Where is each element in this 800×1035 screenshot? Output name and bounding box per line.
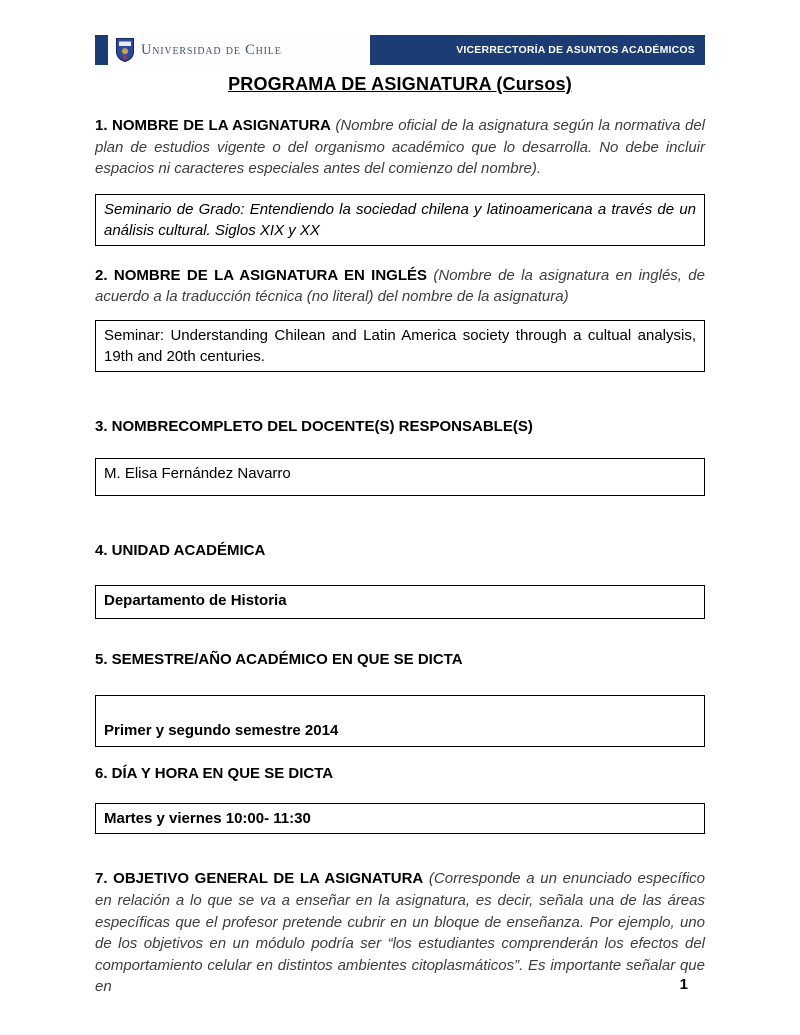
section-7-heading (95, 868, 705, 998)
section-6-value-box (95, 803, 705, 834)
section-1-description: (Nombre oficial de la asignatura según la normativa del plan de estudios vigente o del organismo académico que lo desarrolla. No debe incluir espacios ni caracteres especiales antes del comienzo del nombre). (95, 117, 705, 178)
section-5-value-box (95, 695, 705, 747)
section-1-title: 1. NOMBRE DE LA ASIGNATURA (95, 117, 331, 134)
section-3-heading (95, 416, 705, 438)
vicerrectoria-label: VICERRECTORÍA DE ASUNTOS ACADÉMICOS (456, 44, 695, 56)
section-6-heading (95, 763, 705, 785)
section-5-heading (95, 649, 705, 671)
university-name: Universidad de Chile (141, 41, 282, 58)
section-4-value: Departamento de Historia (104, 592, 287, 610)
section-6-value: Martes y viernes 10:00- 11:30 (104, 810, 311, 828)
section-2-value: Seminar: Understanding Chilean and Latin America society through a cultual analysis, 19th and 20th centuries. (104, 326, 696, 365)
section-1-heading (95, 115, 705, 180)
section-2-description: (Nombre de la asignatura en inglés, de acuerdo a la traducción técnica (no literal) del nombre de la asignatura) (95, 266, 705, 306)
document-title: PROGRAMA DE ASIGNATURA (Cursos) (228, 74, 572, 94)
section-1-value: Seminario de Grado: Entendiendo la sociedad chilena y latinoamericana a través de un análisis cultural. Siglos XIX y XX (104, 200, 696, 239)
section-1-value-box (95, 194, 705, 246)
section-7-title: 7. OBJETIVO GENERAL DE LA ASIGNATURA (95, 870, 424, 888)
section-3-title: 3. NOMBRECOMPLETO DEL DOCENTE(S) RESPONSABLE(S) (95, 417, 533, 435)
section-5-value: Primer y segundo semestre 2014 (104, 721, 339, 739)
header-bar (95, 35, 705, 65)
section-7-description: (Corresponde a un enunciado específico en relación a lo que se va a enseñar en la asignatura, es decir, señala una de las áreas específicas que el profesor pretende cubrir en un bloque de enseñanza. Por ejemplo, uno de los objetivos en un módulo podría ser “los estudiantes comprenderán los efectos del comportamiento celular en distintos ambientes citoplasmáticos”. Es importante señalar que en (95, 870, 705, 996)
section-2-value-box (95, 320, 705, 372)
section-4-title: 4. UNIDAD ACADÉMICA (95, 541, 266, 559)
university-shield-icon (116, 38, 134, 62)
page-number: 1 (679, 976, 688, 993)
section-3-value-box (95, 458, 705, 496)
section-2-heading (95, 265, 705, 308)
university-logo-panel (108, 35, 370, 65)
section-2-title: 2. NOMBRE DE LA ASIGNATURA EN INGLÉS (95, 266, 428, 284)
section-6-title: 6. DÍA Y HORA EN QUE SE DICTA (95, 764, 334, 782)
section-3-value: M. Elisa Fernández Navarro (104, 464, 291, 482)
section-5-title: 5. SEMESTRE/AÑO ACADÉMICO EN QUE SE DICTA (95, 651, 463, 669)
section-4-value-box (95, 585, 705, 619)
section-4-heading (95, 540, 705, 562)
